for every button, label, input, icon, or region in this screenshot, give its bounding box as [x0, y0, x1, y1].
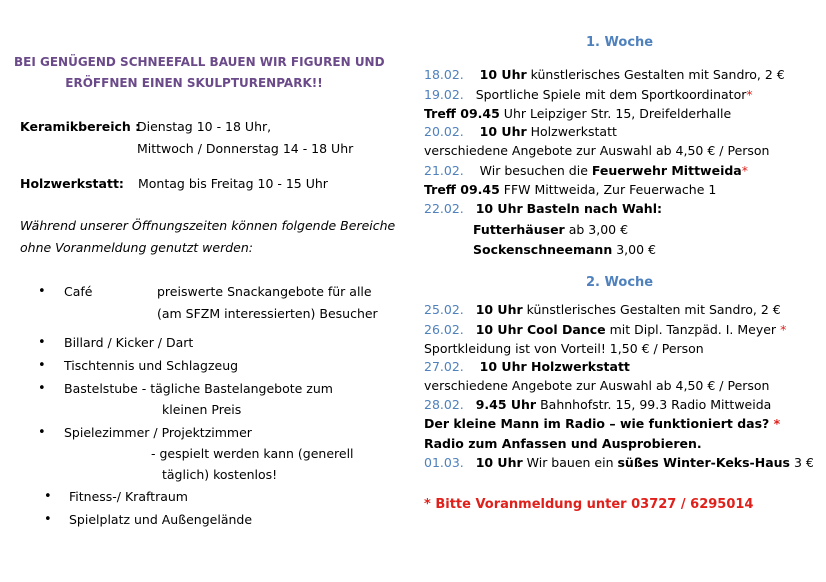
- left-column: [0, 0, 400, 582]
- keramik-label: Keramikbereich :: [20, 119, 141, 134]
- item-spiele-2: - gespielt werden kann (generell: [151, 446, 354, 461]
- item-fitness: Fitness-/ Kraftraum: [69, 489, 188, 504]
- bullet-icon: •: [44, 512, 52, 527]
- text: Holzwerkstatt: [530, 124, 617, 139]
- date: 20.02.: [424, 124, 464, 139]
- time: 9.45 Uhr: [475, 397, 537, 412]
- w2-entry-3-line2: verschiedene Angebote zur Auswahl ab 4,50 € / Person: [424, 378, 770, 393]
- time: 10 Uhr: [479, 67, 527, 82]
- option-name: Sockenschneemann: [473, 242, 613, 257]
- item-bastel-2: kleinen Preis: [162, 402, 242, 417]
- meet-label: Treff 09.45: [424, 106, 500, 121]
- w1-entry-4-meet: [424, 182, 716, 197]
- meet-text: Uhr Leipziger Str. 15, Dreifelderhalle: [503, 106, 732, 121]
- intro-line-2: ohne Voranmeldung genutzt werden:: [20, 240, 253, 255]
- w2-entry-4-line2: [424, 416, 780, 431]
- w1-entry-2: [424, 87, 753, 102]
- bullet-icon: •: [44, 489, 52, 504]
- headline-line-2: ERÖFFNEN EINEN SKULPTURENPARK!!: [65, 76, 323, 90]
- date: 19.02.: [424, 87, 464, 102]
- text: Bahnhofstr. 15, 99.3 Radio Mittweida: [540, 397, 772, 412]
- week-1-heading: 1. Woche: [586, 35, 654, 50]
- item-cafe-desc-2: (am SFZM interessierten) Besucher: [157, 306, 378, 321]
- time: 10 Uhr: [475, 302, 523, 317]
- keramik-hours-2: Mittwoch / Donnerstag 14 - 18 Uhr: [137, 141, 354, 156]
- text-bold: süßes Winter-Keks-Haus: [617, 455, 790, 470]
- registration-notice: * Bitte Voranmeldung unter 03727 / 6295014: [424, 497, 754, 512]
- date: 25.02.: [424, 302, 464, 317]
- star: *: [780, 322, 787, 337]
- meet-text: FFW Mittweida, Zur Feuerwache 1: [503, 182, 717, 197]
- item-spielplatz: Spielplatz und Außengelände: [69, 512, 253, 527]
- intro-line-1: Während unserer Öffnungszeiten können folgende Bereiche: [20, 218, 396, 233]
- w1-entry-5-option-2: [473, 242, 656, 257]
- time: 10 Uhr Cool Dance: [475, 322, 606, 337]
- date: 28.02.: [424, 397, 464, 412]
- headline-line-1: BEI GENÜGEND SCHNEEFALL BAUEN WIR FIGUREN UND: [14, 55, 385, 69]
- w2-entry-3: [424, 359, 630, 374]
- holz-hours: Montag bis Freitag 10 - 15 Uhr: [138, 176, 328, 191]
- w2-entry-4-line3: Radio zum Anfassen und Ausprobieren.: [424, 436, 702, 451]
- date: 01.03.: [424, 455, 464, 470]
- price: 3 €: [793, 455, 814, 470]
- text: mit Dipl. Tanzpäd. I. Meyer: [609, 322, 777, 337]
- w2-entry-4: [424, 397, 771, 412]
- item-cafe-desc-1: preiswerte Snackangebote für alle: [157, 284, 372, 299]
- w1-entry-2-meet: [424, 106, 731, 121]
- time: 10 Uhr: [479, 124, 527, 139]
- w1-entry-5-option-1: [473, 222, 628, 237]
- item-spiele-3: täglich) kostenlos!: [162, 467, 278, 482]
- option-price: ab 3,00 €: [568, 222, 629, 237]
- date: 18.02.: [424, 67, 464, 82]
- w1-entry-3: [424, 124, 617, 139]
- text: Basteln nach Wahl:: [526, 201, 662, 216]
- option-name: Futterhäuser: [473, 222, 565, 237]
- item-spiele: Spielezimmer / Projektzimmer: [64, 425, 252, 440]
- w1-entry-5: [424, 201, 662, 216]
- w1-entry-1: [424, 67, 785, 82]
- text-bold: Feuerwehr Mittweida: [591, 163, 742, 178]
- text: Wir besuchen die: [479, 163, 588, 178]
- time: 10 Uhr Holzwerkstatt: [479, 359, 630, 374]
- w2-entry-5: [424, 455, 814, 470]
- star: *: [741, 163, 748, 178]
- date: 21.02.: [424, 163, 464, 178]
- meet-label: Treff 09.45: [424, 182, 500, 197]
- w1-entry-3-line2: verschiedene Angebote zur Auswahl ab 4,50 € / Person: [424, 143, 770, 158]
- w2-entry-2-line2: Sportkleidung ist von Vorteil! 1,50 € / Person: [424, 341, 704, 356]
- bullet-icon: •: [38, 335, 46, 350]
- text: Der kleine Mann im Radio – wie funktioniert das?: [424, 416, 770, 431]
- star: *: [773, 416, 781, 431]
- text: Wir bauen ein: [526, 455, 614, 470]
- week-2-heading: 2. Woche: [586, 275, 654, 290]
- option-price: 3,00 €: [616, 242, 656, 257]
- item-bastel: Bastelstube - tägliche Bastelangebote zum: [64, 381, 333, 396]
- w1-entry-4: [424, 163, 748, 178]
- date: 22.02.: [424, 201, 464, 216]
- item-cafe: Café: [64, 284, 93, 299]
- w2-entry-1: [424, 302, 781, 317]
- w2-entry-2: [424, 322, 786, 337]
- text: künstlerisches Gestalten mit Sandro, 2 €: [526, 302, 781, 317]
- right-column: [400, 0, 826, 582]
- item-billard: Billard / Kicker / Dart: [64, 335, 194, 350]
- date: 27.02.: [424, 359, 464, 374]
- star: *: [746, 87, 753, 102]
- time: 10 Uhr: [475, 201, 523, 216]
- time: 10 Uhr: [475, 455, 523, 470]
- text: künstlerisches Gestalten mit Sandro, 2 €: [530, 67, 785, 82]
- text: Sportliche Spiele mit dem Sportkoordinator: [475, 87, 747, 102]
- holz-label: Holzwerkstatt:: [20, 176, 124, 191]
- item-tischtennis: Tischtennis und Schlagzeug: [64, 358, 239, 373]
- bullet-icon: •: [38, 284, 46, 299]
- bullet-icon: •: [38, 358, 46, 373]
- keramik-hours-1: Dienstag 10 - 18 Uhr,: [137, 119, 272, 134]
- bullet-icon: •: [38, 425, 46, 440]
- bullet-icon: •: [38, 381, 46, 396]
- date: 26.02.: [424, 322, 464, 337]
